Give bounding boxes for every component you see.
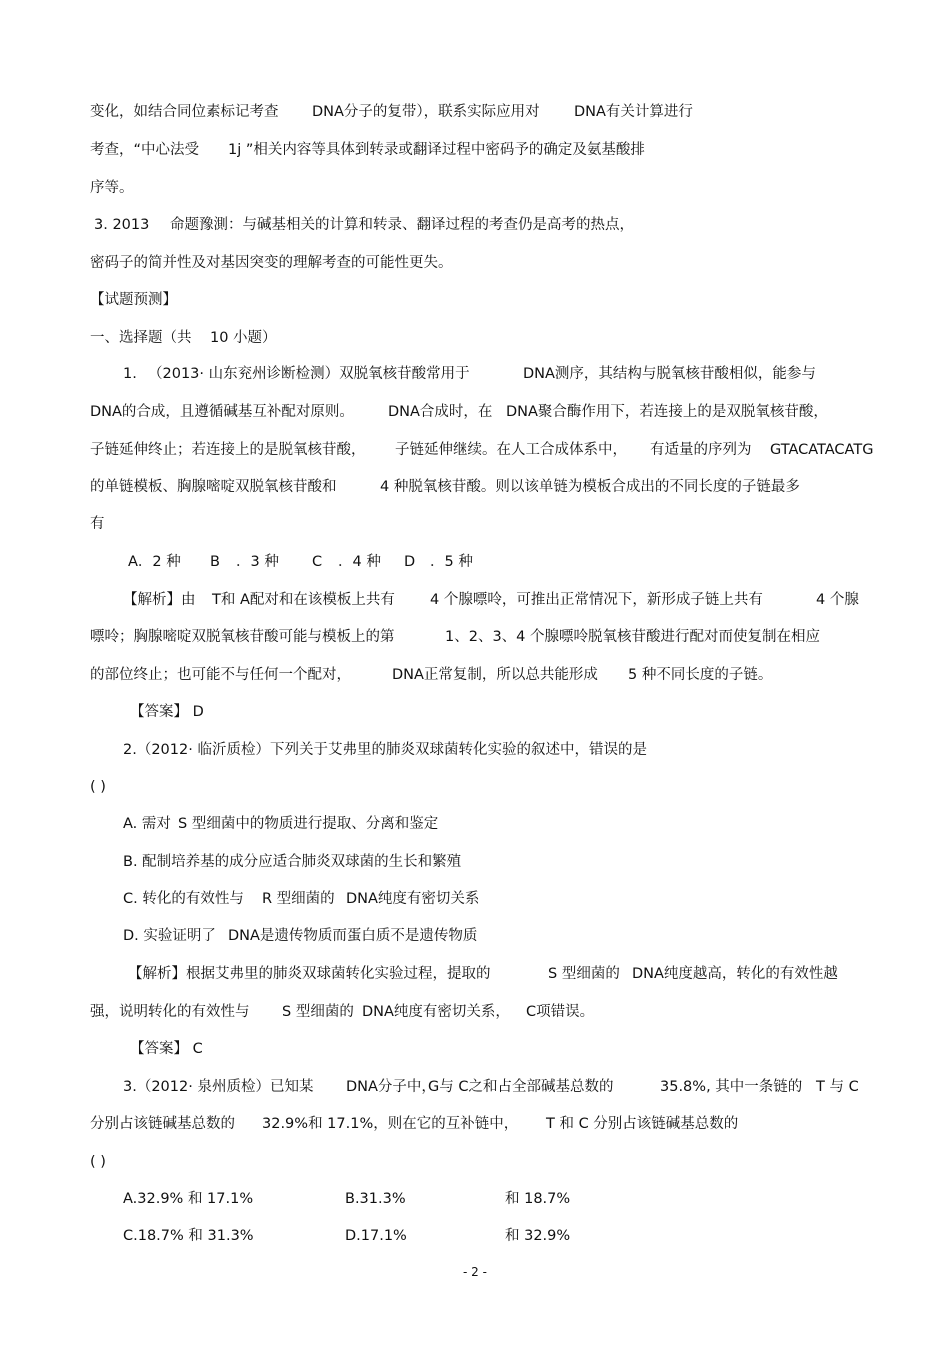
text-segment: 强，说明转化的有效性与 [90,1004,250,1020]
text-segment: 密码子的简并性及对基因突变的理解考查的可能性更失。 [90,255,453,271]
text-segment: 一、选择题（共 [90,330,192,346]
text-segment: A.32.9% 和 17.1% [123,1191,254,1207]
text-segment: 考查，“中心法受 [90,142,200,158]
text-segment: G与 C之和占全部碱基总数的 [428,1079,614,1095]
text-segment: DNA聚合酶作用下，若连接上的是双脱氧核苷酸， [506,404,828,420]
text-segment: C. 转化的有效性与 [123,891,244,907]
text-segment: 分别占该链碱基总数的 [90,1116,235,1132]
text-segment: 10 小题） [210,330,277,346]
text-segment: DNA纯度越高，转化的有效性越 [632,966,838,982]
page-number: - 2 - [463,1265,487,1279]
text-segment: A. 需对 [123,816,171,832]
text-segment: 【解析】由 [123,592,196,608]
text-segment: B [210,554,220,570]
text-segment: （2013· 山东兖州诊断检测）双脱氧核苷酸常用于 [148,366,470,382]
text-segment: 2.（2012· 临沂质检）下列关于艾弗里的肺炎双球菌转化实验的叙述中，错误的是 [123,742,647,758]
text-segment: 1、2、3、4 个腺嘌呤脱氧核苷酸进行配对而使复制在相应 [445,629,821,645]
text-segment: 【答案】 C [130,1041,203,1057]
text-segment: 子链延伸继续。在人工合成体系中， [395,442,627,458]
text-segment: D.17.1% [345,1228,407,1244]
text-segment: 3. 2013 [94,217,150,233]
text-segment: B. 配制培养基的成分应适合肺炎双球菌的生长和繁殖 [123,854,462,870]
text-segment: S 型细菌的 [548,966,620,982]
text-segment: 命题豫測：与碱基相关的计算和转录、翻译过程的考查仍是高考的热点， [170,217,634,233]
text-segment: D. 实验证明了 [123,928,216,944]
text-segment: 4 个腺 [816,592,859,608]
text-segment: B.31.3% [345,1191,406,1207]
text-segment: 1. [123,366,137,382]
text-segment: C项错误。 [526,1004,595,1020]
text-segment: DNA正常复制，所以总共能形成 [392,667,598,683]
text-segment: 【答案】 D [130,704,204,720]
text-segment: 变化，如结合同位素标记考查 [90,104,279,120]
text-segment: DNA纯度有密切关系， [362,1004,510,1020]
text-segment: DNA的合成，且遵循碱基互补配对原则。 [90,404,354,420]
text-segment: R 型细菌的 [262,891,335,907]
text-segment: ．4 种 [338,554,381,570]
text-segment: 1j ”相关内容等具体到转录或翻译过程中密码予的确定及氨基酸排 [228,142,645,158]
text-segment: DNA是遗传物质而蛋白质不是遗传物质 [228,928,478,944]
text-segment: C [312,554,323,570]
text-segment: ( ) [90,779,106,795]
text-segment: 3.（2012· 泉州质检）已知某 [123,1079,314,1095]
text-segment: T和 A配对和在该模板上共有 [212,592,395,608]
text-segment: GTACATACATG [770,442,874,458]
text-segment: D [404,554,416,570]
text-segment: 4 个腺嘌呤，可推出正常情况下，新形成子链上共有 [430,592,763,608]
text-segment: ．5 种 [430,554,473,570]
text-segment: DNA有关计算进行 [574,104,693,120]
text-segment: 有适量的序列为 [650,442,752,458]
text-segment: 4 种脱氧核苷酸。则以该单链为模板合成出的不同长度的子链最多 [380,479,800,495]
text-segment: DNA分子的复带），联系实际应用对 [312,104,540,120]
text-segment: T 与 C [816,1079,859,1095]
text-segment: DNA纯度有密切关系 [346,891,480,907]
text-segment: C.18.7% 和 31.3% [123,1228,254,1244]
text-segment: 的部位终止；也可能不与任何一个配对， [90,667,351,683]
text-segment: 【解析】根据艾弗里的肺炎双球菌转化实验过程，提取的 [128,966,491,982]
text-segment: 嘌呤；胸腺嘧啶双脱氧核苷酸可能与模板上的第 [90,629,395,645]
text-segment: T 和 C 分别占该链碱基总数的 [546,1116,739,1132]
text-segment: 子链延伸终止；若连接上的是脱氧核苷酸， [90,442,366,458]
text-segment: S 型细菌中的物质进行提取、分离和鉴定 [178,816,439,832]
text-segment: 5 种不同长度的子链。 [628,667,773,683]
text-segment: DNA合成时，在 [388,404,493,420]
text-segment: ．3 种 [236,554,279,570]
text-segment: S 型细菌的 [282,1004,354,1020]
text-segment: 有 [90,516,105,532]
text-segment: DNA分子中， [346,1079,436,1095]
text-segment: 序等。 [90,180,134,196]
text-segment: DNA测序，其结构与脱氧核苷酸相似，能参与 [523,366,816,382]
text-segment: A．2 种 [128,554,181,570]
text-segment: 【试题预测】 [90,292,177,308]
text-segment: 和 18.7% [505,1191,571,1207]
text-segment: 的单链模板、胸腺嘧啶双脱氧核苷酸和 [90,479,337,495]
text-segment: 32.9%和 17.1%，则在它的互补链中， [262,1116,519,1132]
text-segment: 35.8%, 其中一条链的 [660,1079,803,1095]
text-segment: 和 32.9% [505,1228,571,1244]
text-segment: ( ) [90,1154,106,1170]
